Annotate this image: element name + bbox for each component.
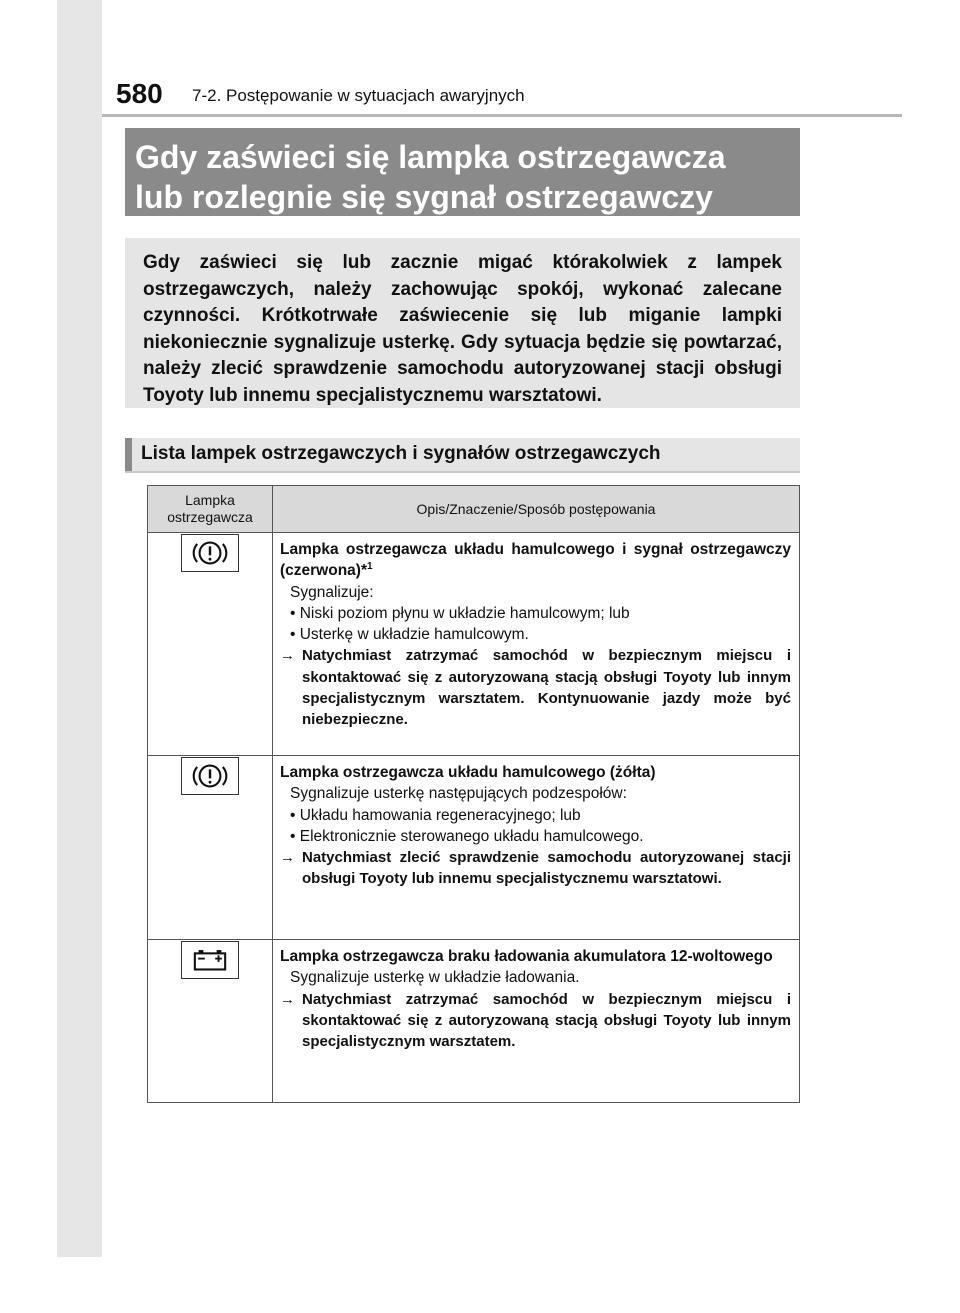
- column-header-warning-light: Lampka ostrzegawcza: [148, 486, 273, 533]
- arrow-icon: →: [280, 647, 295, 665]
- description-cell: [273, 533, 800, 756]
- intro-paragraph: Gdy zaświeci się lub zacznie migać którakolwiek z lampek ostrzegawczych, należy zachowując spokój, wykonać zalecane czynności. Krótkotrwałe zaświecenie się lub miganie lampki niekoniecznie sygnalizuje usterkę. Gdy sytuacja będzie się powtarzać, należy zlecić sprawdzenie samochodu autoryzowanej stacji obsługi Toyoty lub innemu specjalistycznemu warsztatowi.: [125, 238, 800, 408]
- table-header-row: [148, 486, 800, 533]
- row-bullet: • Usterkę w układzie hamulcowym.: [290, 626, 529, 644]
- arrow-icon: →: [280, 990, 295, 1008]
- row-bullet: • Elektronicznie sterowanego układu hamulcowego.: [290, 827, 644, 845]
- row-action: → Natychmiast zlecić sprawdzenie samochodu autoryzowanej stacji obsługi Toyoty lub innemu specjalistycznemu warsztatowi.: [280, 849, 791, 888]
- icon-cell: [148, 533, 273, 756]
- page-title-line-1: Gdy zaświeci się lampka ostrzegawcza: [135, 139, 726, 175]
- brake-warning-icon: [181, 534, 239, 572]
- page-side-strip: [57, 0, 102, 1257]
- column-header-description: Opis/Znaczenie/Sposób postępowania: [273, 486, 800, 533]
- arrow-icon: →: [280, 849, 295, 867]
- page-title-line-2: lub rozlegnie się sygnał ostrzegawczy: [135, 179, 713, 215]
- row-bullet: • Niski poziom płynu w układzie hamulcowym; lub: [290, 604, 630, 622]
- table-row: [148, 940, 800, 1103]
- battery-icon: [181, 941, 239, 979]
- brake-system-warning-icon: [181, 757, 239, 795]
- section-heading: Lista lampek ostrzegawczych i sygnałów ostrzegawczych: [125, 438, 800, 471]
- header-divider: [102, 114, 902, 117]
- row-intro: Sygnalizuje:: [290, 583, 374, 601]
- section-underline: [125, 471, 800, 473]
- table-row: [148, 756, 800, 940]
- row-action: → Natychmiast zatrzymać samochód w bezpiecznym miejscu i skontaktować się z autoryzowaną stacją obsługi Toyoty lub innym specjalistycznym warsztatem.: [280, 990, 791, 1051]
- description-cell: [273, 756, 800, 940]
- description-cell: [273, 940, 800, 1103]
- page-header: [102, 72, 902, 117]
- row-title: Lampka ostrzegawcza układu hamulcowego i sygnał ostrzegawczy (czerwona)*$^1$: [280, 541, 791, 580]
- icon-cell: [148, 940, 273, 1103]
- row-title: Lampka ostrzegawcza braku ładowania akumulatora 12-woltowego: [280, 948, 773, 965]
- warning-lights-table: [147, 485, 800, 1103]
- row-intro: Sygnalizuje usterkę następujących podzespołów:: [290, 785, 627, 803]
- table-row: [148, 533, 800, 756]
- icon-cell: [148, 756, 273, 940]
- row-action: → Natychmiast zatrzymać samochód w bezpiecznym miejscu i skontaktować się z autoryzowaną stacją obsługi Toyoty lub innym specjalistycznym warsztatem. Kontynuowanie jazdy może być niebezpieczne.: [280, 647, 791, 729]
- row-bullet: • Układu hamowania regeneracyjnego; lub: [290, 806, 581, 824]
- row-title: Lampka ostrzegawcza układu hamulcowego (żółta): [280, 764, 656, 781]
- row-intro: Sygnalizuje usterkę w układzie ładowania.: [290, 969, 580, 987]
- chapter-title: 7-2. Postępowanie w sytuacjach awaryjnych: [192, 86, 525, 105]
- page-number: 580: [116, 78, 163, 109]
- page-title: [125, 128, 800, 216]
